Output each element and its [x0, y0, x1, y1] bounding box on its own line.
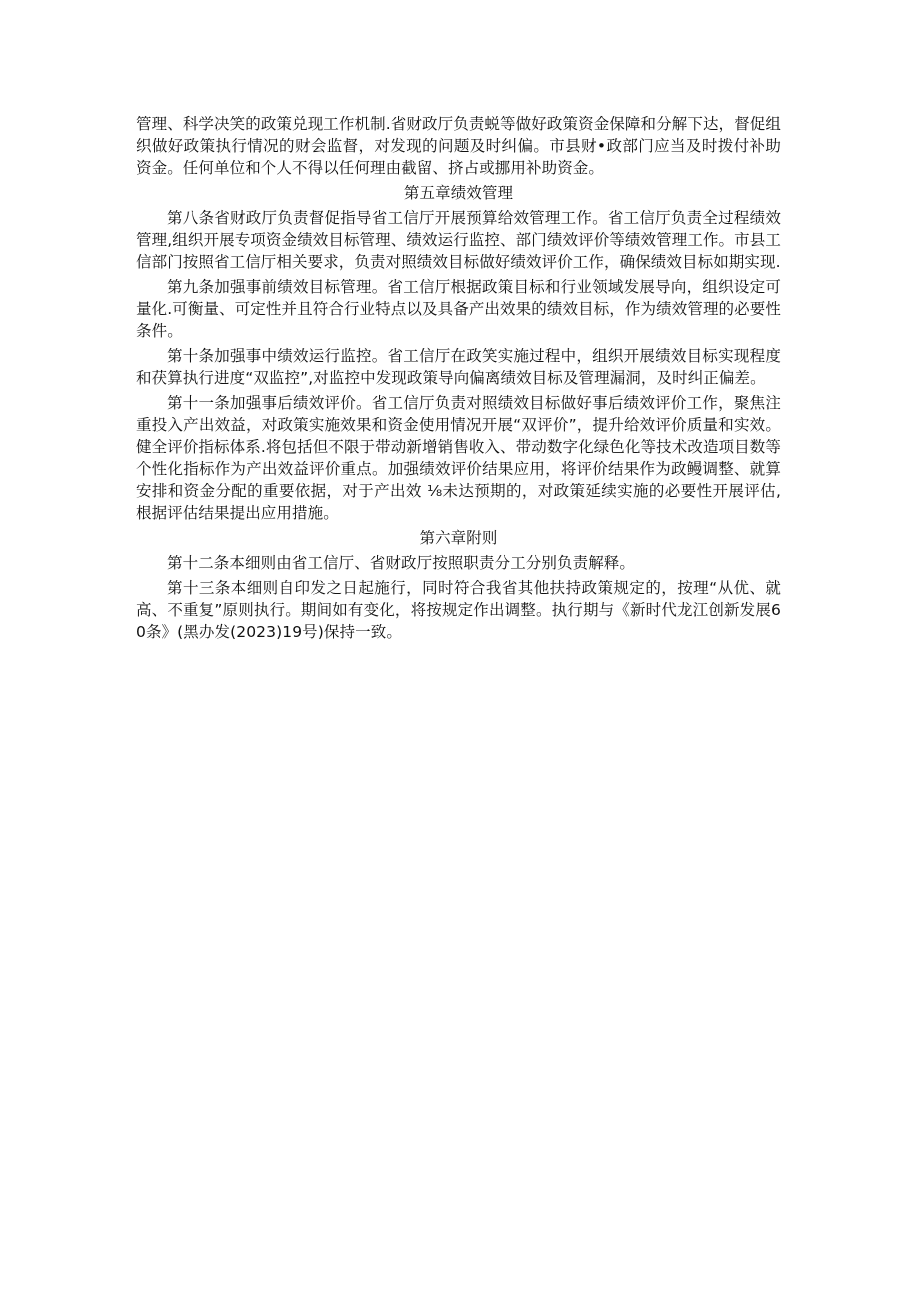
article-12: 第十二条本细则由省工信厅、省财政厅按照职责分工分别负责解释。: [167, 554, 636, 572]
article-11: 第十一条加强事后绩效评价。省工信厅负责对照绩效目标做好事后绩效评价工作，聚焦注重投入产出效益，对政策实施效果和资金使用情况开展“双评价”，提升给效评价质量和实效。健全评价指标体系.将包括但不限于带动新增销售收入、带动数字化绿色化等技术改造项目数等个性化指标作为产出效益评价重点。加强绩效评价结果应用，将评价结果作为政鳗调整、就算安排和资金分配的重要依据，对于产出效 ⅛未达预期的，对政策延续实施的必要性开展评估,根据评估结果提出应用措施。: [136, 394, 781, 522]
chapter-heading-6: 第六章附则: [419, 529, 498, 547]
chapter-heading-5: 第五章绩效管理: [403, 184, 514, 202]
article-10: 第十条加强事中绩效运行监控。省工信厅在政笑实施过程中，组织开展绩效目标实现程度和茯算执行进度“双监控”,对监控中发现政策导向偏离绩效目标及管理漏洞，及时纠正偏差。: [136, 347, 781, 387]
paragraph-continued: 管理、科学决笑的政策兑现工作机制.省财政厅负责蜕等做好政策资金保障和分解下达，督促组织做好政策执行情况的财会监督，对发现的问题及时纠偏。市县财•政部门应当及时拨付补助资金。任何单位和个人不得以任何理由截留、挤占或挪用补助资金。: [136, 115, 781, 177]
document-page: [136, 113, 781, 646]
article-9: 第九条加强事前绩效目标管理。省工信厅根据政策目标和行业领域发展导向，组织设定可量化.可衡量、可定性并且符合行业特点以及具备产出效果的绩效目标，作为绩效管理的必要性条件。: [136, 278, 781, 340]
article-8: 第八条省财政厅负责督促指导省工信厅开展预算给效管理工作。省工信厅负责全过程绩效管理,组织开展专项资金绩效目标管理、绩效运行监控、部门绩效评价等绩效管理工作。市县工信部门按照省工信厅相关要求，负责对照绩效目标做好绩效评价工作，确保绩效目标如期实现.: [136, 209, 781, 271]
article-13: 第十三条本细则自印发之日起施行，同时符合我省其他扶持政策规定的，按理“从优、就高、不重复”原则执行。期间如有变化，将按规定作出调整。执行期与《新时代龙江创新发展60条》(黑办发(2023)19号)保持一致。: [136, 579, 781, 641]
